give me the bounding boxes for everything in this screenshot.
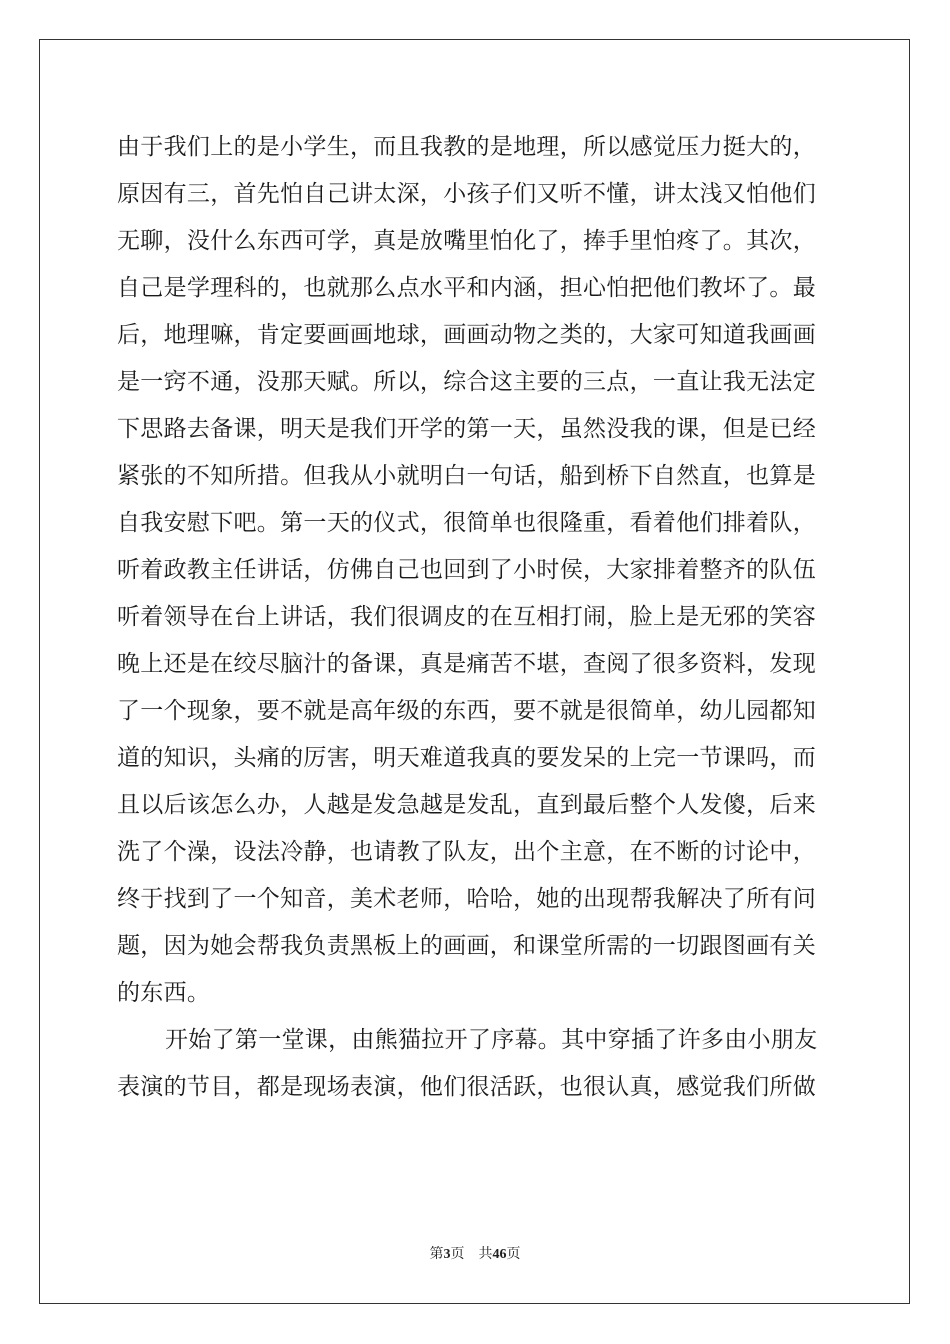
text-line: 听着政教主任讲话，仿佛自己也回到了小时侯，大家排着整齐的队伍 <box>117 557 816 583</box>
text-line: 题，因为她会帮我负责黑板上的画画，和课堂所需的一切跟图画有关 <box>117 933 816 959</box>
text-line: 由于我们上的是小学生，而且我教的是地理，所以感觉压力挺大的， <box>117 134 816 160</box>
text-line: 晚上还是在绞尽脑汁的备课，真是痛苦不堪，查阅了很多资料，发现 <box>117 651 816 677</box>
text-line: 听着领导在台上讲话，我们很调皮的在互相打闹，脸上是无邪的笑容 <box>117 604 816 630</box>
page-number: 3 <box>443 1247 451 1262</box>
text-line: 无聊，没什么东西可学，真是放嘴里怕化了，捧手里怕疼了。其次， <box>117 228 816 254</box>
paragraph-start-line: 开始了第一堂课，由熊猫拉开了序幕。其中穿插了许多由小朋友 <box>165 1027 818 1053</box>
text-line: 的东西。 <box>117 980 211 1006</box>
page-suffix: 页 <box>450 1247 465 1262</box>
text-line: 表演的节目，都是现场表演，他们很活跃，也很认真，感觉我们所做 <box>117 1074 816 1100</box>
total-prefix: 共 <box>478 1247 493 1262</box>
text-line: 了一个现象，要不就是高年级的东西，要不就是很简单，幼儿园都知 <box>117 698 816 724</box>
text-line: 后，地理嘛，肯定要画画地球，画画动物之类的，大家可知道我画画 <box>117 322 816 348</box>
text-line: 是一窍不通，没那天赋。所以，综合这主要的三点，一直让我无法定 <box>117 369 816 395</box>
total-pages: 46 <box>492 1247 507 1262</box>
text-line: 洗了个澡，设法冷静，也请教了队友，出个主意，在不断的讨论中， <box>117 839 816 865</box>
page-prefix: 第 <box>429 1247 444 1262</box>
total-suffix: 页 <box>506 1247 521 1262</box>
body-text <box>117 124 833 1111</box>
text-line: 道的知识，头痛的厉害，明天难道我真的要发呆的上完一节课吗，而 <box>117 745 816 771</box>
page-footer <box>0 1245 950 1265</box>
text-line: 原因有三，首先怕自己讲太深，小孩子们又听不懂，讲太浅又怕他们 <box>117 181 816 207</box>
text-line: 紧张的不知所措。但我从小就明白一句话，船到桥下自然直，也算是 <box>117 463 816 489</box>
text-line: 自己是学理科的，也就那么点水平和内涵，担心怕把他们教坏了。最 <box>117 275 816 301</box>
text-line: 且以后该怎么办，人越是发急越是发乱，直到最后整个人发傻，后来 <box>117 792 816 818</box>
text-line: 自我安慰下吧。第一天的仪式，很简单也很隆重，看着他们排着队， <box>117 510 816 536</box>
text-line: 下思路去备课，明天是我们开学的第一天，虽然没我的课，但是已经 <box>117 416 816 442</box>
text-line: 终于找到了一个知音，美术老师，哈哈，她的出现帮我解决了所有问 <box>117 886 816 912</box>
